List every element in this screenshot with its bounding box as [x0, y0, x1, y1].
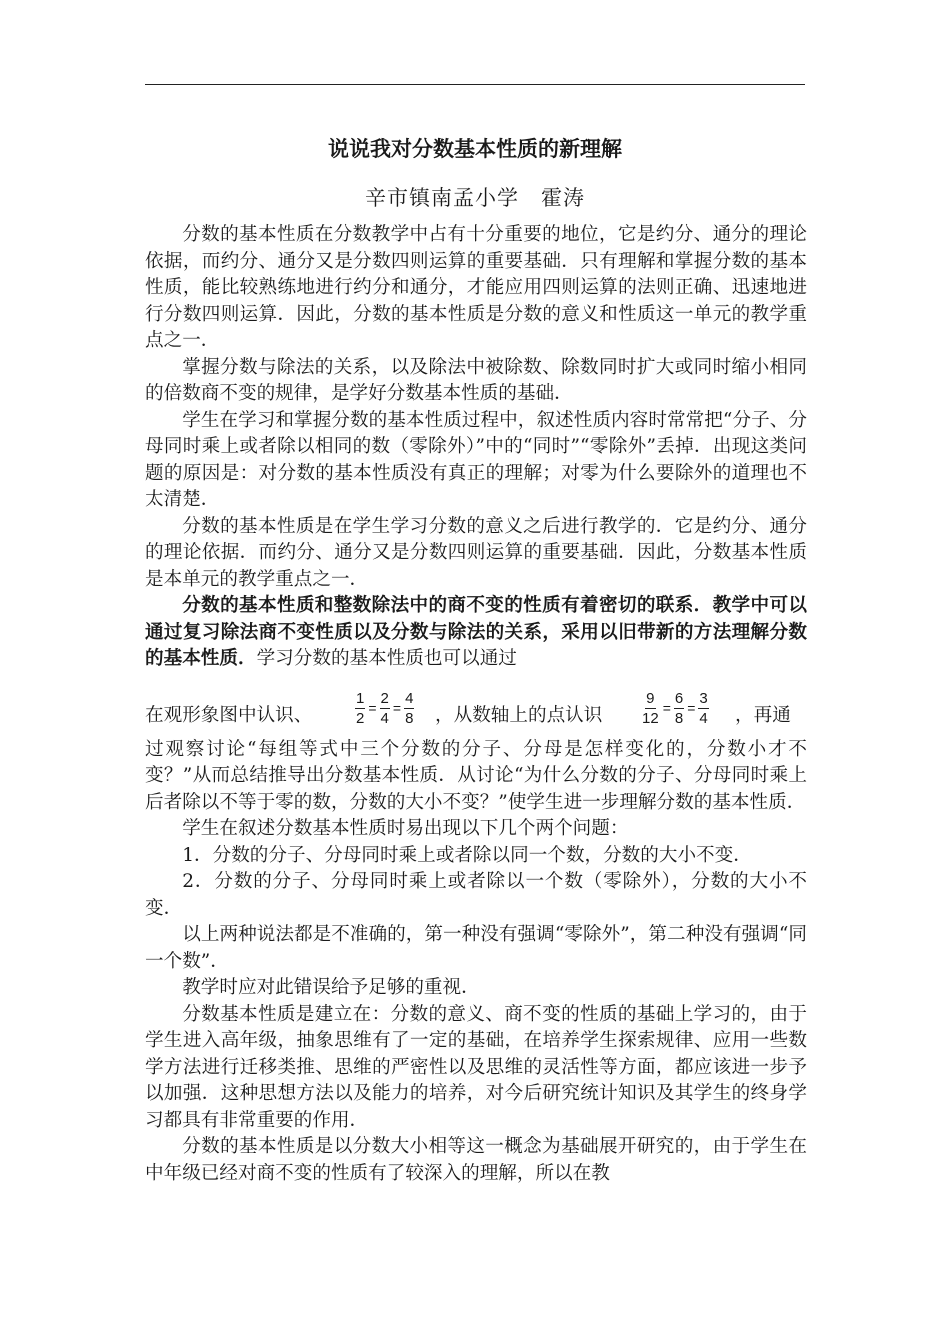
fraction: $\frac{2}{4}$ [380, 690, 389, 727]
paragraph-8: 2．分数的分子、分母同时乘上或者除以一个数（零除外），分数的大小不变． [145, 871, 807, 919]
paragraph-5-bold-text: 分数的基本性质和整数除法中的商不变的性质有着密切的联系．教学中可以通过复习除法商不变性质以及分数与除法的关系，采用以旧带新的方法理解分数的基本性质． [145, 595, 807, 669]
paragraph-11: 分数基本性质是建立在：分数的意义、商不变的性质的基础上学习的，由于学生进入高年级，抽象思维有了一定的基础，在培养学生探索规律、应用一些数学方法进行迁移类推、思维的严密性以及思维的灵活性等方面，都应该进一步予以加强．这种思想方法以及能力的培养，对今后研究统计知识及其学生的终身学习都具有非常重要的作用． [145, 1003, 807, 1131]
fraction-group-halves [355, 681, 414, 737]
document-title: 说说我对分数基本性质的新理解 [328, 136, 622, 161]
paragraph-2: 掌握分数与除法的关系，以及除法中被除数、除数同时扩大或同时缩小相同的倍数商不变的规律，是学好分数基本性质的基础． [145, 356, 807, 404]
document-body [145, 222, 807, 1187]
paragraph-12: 分数的基本性质是以分数大小相等这一概念为基础展开研究的，由于学生在中年级已经对商不变的性质有了较深入的理解，所以在教 [145, 1136, 807, 1184]
author-line: 辛市镇南孟小学 霍涛 [365, 186, 585, 210]
paragraph-10: 教学时应对此错误给予足够的重视． [182, 977, 480, 998]
fraction-line-text-2: ，从数轴上的点认识 [435, 704, 603, 726]
fraction-line-text-1: 在观形象图中认识、 [145, 704, 313, 726]
header-rule [145, 84, 805, 85]
paragraph-5-continued: 过观察讨论“每组等式中三个分数的分子、分母是怎样变化的，分数小才不变？”从而总结推导出分数基本性质．从讨论“为什么分数的分子、分母同时乘上后者除以不等于零的数，分数的大小不变？”使学生进一步理解分数的基本性质． [145, 738, 807, 813]
fraction: $\frac{6}{8}$ [674, 690, 684, 727]
fraction: $\frac{9}{12}$ [642, 690, 659, 727]
paragraph-1: 分数的基本性质在分数教学中占有十分重要的地位，它是约分、通分的理论依据，而约分、通分又是分数四则运算的重要基础．只有理解和掌握分数的基本性质，能比较熟练地进行约分和通分，才能应用四则运算的法则正确、迅速地进行分数四则运算．因此，分数的基本性质是分数的意义和性质这一单元的教学重点之一． [145, 224, 807, 351]
equals-sign: = [662, 700, 671, 717]
fraction: $\frac{4}{8}$ [405, 690, 414, 727]
paragraph-5-lead: 学习分数的基本性质也可以通过 [256, 648, 517, 669]
fraction-line-text-3: ，再通 [735, 704, 791, 726]
paragraph-6: 学生在叙述分数基本性质时易出现以下几个两个问题： [182, 818, 629, 839]
fraction: $\frac{3}{4}$ [699, 690, 708, 727]
fraction-group-quarters [641, 681, 709, 737]
paragraph-9: 以上两种说法都是不准确的，第一种没有强调“零除外”，第二种没有强调“同一个数”． [145, 924, 807, 972]
fraction-example-line [145, 681, 807, 737]
paragraph-3: 学生在学习和掌握分数的基本性质过程中，叙述性质内容时常常把“分子、分母同时乘上或者除以相同的数（零除外）”中的“同时”“零除外”丢掉．出现这类问题的原因是：对分数的基本性质没有真正的理解；对零为什么要除外的道理也不太清楚． [145, 409, 807, 510]
paragraph-7: 1．分数的分子、分母同时乘上或者除以同一个数，分数的大小不变． [182, 844, 752, 866]
equals-sign: = [687, 700, 696, 717]
equals-sign: = [368, 700, 377, 717]
paragraph-4: 分数的基本性质是在学生学习分数的意义之后进行教学的．它是约分、通分的理论依据．而约分、通分又是分数四则运算的重要基础．因此，分数基本性质是本单元的教学重点之一． [145, 515, 807, 590]
equals-sign: = [392, 700, 402, 717]
fraction: $\frac{1}{2}$ [356, 690, 365, 727]
paragraph-5-bold [145, 593, 807, 673]
